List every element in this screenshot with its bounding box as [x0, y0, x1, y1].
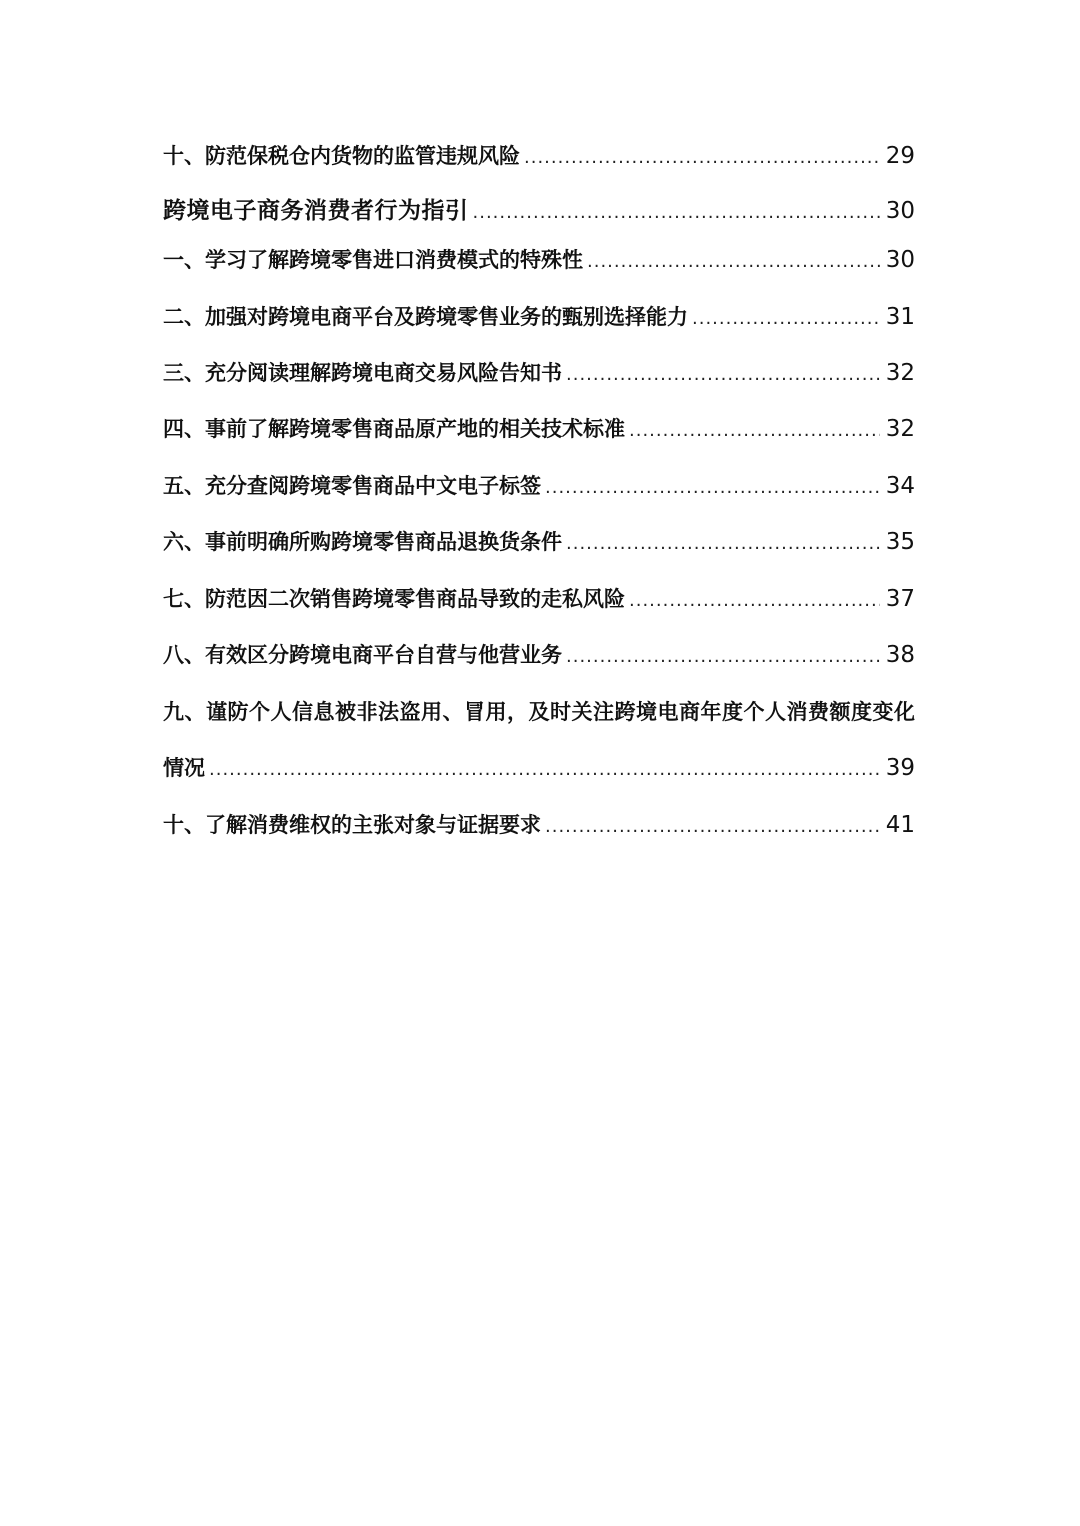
toc-page-number: 30 — [885, 247, 915, 273]
toc-entry[interactable] — [163, 809, 915, 839]
toc-page-number: 37 — [885, 586, 915, 612]
toc-entry-multiline[interactable] — [163, 696, 915, 726]
toc-entry-title: 八、有效区分跨境电商平台自营与他营业务 — [163, 642, 562, 667]
toc-entry-title-line1: 九、谨防个人信息被非法盗用、冒用，及时关注跨境电商年度个人消费额度变化 — [163, 699, 915, 724]
dot-leader — [566, 364, 880, 385]
dot-leader — [587, 251, 880, 272]
dot-leader — [566, 533, 880, 554]
toc-page-number: 31 — [885, 304, 915, 330]
toc-section-title: 跨境电子商务消费者行为指引 — [163, 197, 469, 224]
dot-leader — [566, 646, 880, 667]
toc-entry-title: 七、防范因二次销售跨境零售商品导致的走私风险 — [163, 586, 625, 611]
dot-leader — [524, 147, 880, 168]
toc-entry[interactable] — [163, 583, 915, 613]
toc-page-number: 30 — [885, 198, 915, 224]
toc-entry-title: 十、防范保税仓内货物的监管违规风险 — [163, 143, 520, 168]
dot-leader — [692, 308, 880, 329]
toc-page-number: 32 — [885, 360, 915, 386]
toc-entry-title: 五、充分查阅跨境零售商品中文电子标签 — [163, 473, 541, 498]
dot-leader — [209, 759, 880, 780]
toc-entry-continuation[interactable] — [163, 752, 915, 782]
dot-leader — [629, 590, 880, 611]
toc-entry-title: 一、学习了解跨境零售进口消费模式的特殊性 — [163, 247, 583, 272]
toc-entry[interactable] — [163, 526, 915, 556]
toc-entry[interactable] — [163, 140, 915, 170]
toc-entry[interactable] — [163, 413, 915, 443]
toc-page-number: 32 — [885, 416, 915, 442]
toc-entry-title: 十、了解消费维权的主张对象与证据要求 — [163, 812, 541, 837]
toc-entry[interactable] — [163, 244, 915, 274]
toc-page-number: 41 — [885, 812, 915, 838]
dot-leader — [545, 816, 880, 837]
toc-section-heading[interactable] — [163, 192, 915, 225]
toc-page-number: 39 — [885, 755, 915, 781]
toc-entry-title-line2: 情况 — [163, 755, 205, 780]
toc-entry[interactable] — [163, 357, 915, 387]
dot-leader — [545, 477, 880, 498]
toc-entry-title: 二、加强对跨境电商平台及跨境零售业务的甄别选择能力 — [163, 304, 688, 329]
toc-entry[interactable] — [163, 470, 915, 500]
toc-page-number: 29 — [885, 143, 915, 169]
dot-leader — [473, 202, 880, 223]
toc-page-number: 35 — [885, 529, 915, 555]
toc-page-number: 38 — [885, 642, 915, 668]
dot-leader — [629, 420, 880, 441]
toc-entry-title: 三、充分阅读理解跨境电商交易风险告知书 — [163, 360, 562, 385]
toc-page-number: 34 — [885, 473, 915, 499]
toc-entry[interactable] — [163, 639, 915, 669]
toc-entry-title: 四、事前了解跨境零售商品原产地的相关技术标准 — [163, 416, 625, 441]
toc-entry-title: 六、事前明确所购跨境零售商品退换货条件 — [163, 529, 562, 554]
toc-entry[interactable] — [163, 301, 915, 331]
